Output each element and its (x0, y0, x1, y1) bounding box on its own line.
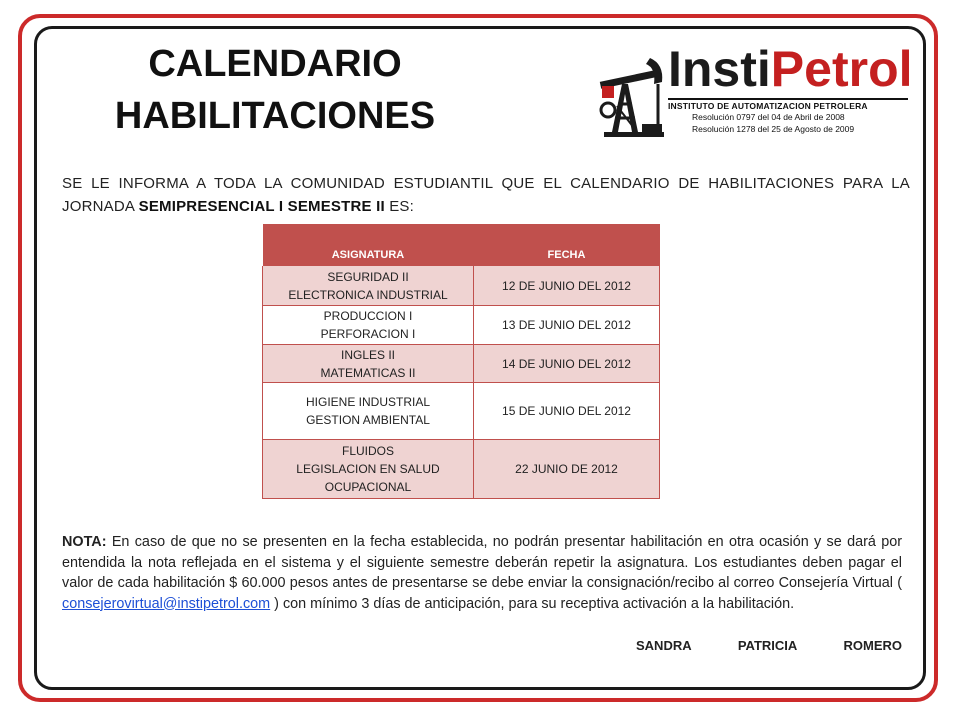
subject-cell (263, 383, 474, 440)
email-link[interactable]: consejerovirtual@instipetrol.com (62, 595, 271, 612)
signature-first-name: SANDRA (636, 638, 692, 653)
nota-text-end: ) con mínimo 3 días de anticipación, para su receptiva activación a la habilitación. (270, 595, 795, 612)
date-cell: 12 DE JUNIO DEL 2012 (474, 266, 660, 306)
signature-middle-name: PATRICIA (737, 638, 798, 653)
table-row (263, 383, 660, 440)
subject-name: PRODUCCION I (323, 309, 413, 323)
table-row (263, 266, 660, 306)
subject-name: INGLES II (340, 347, 396, 362)
logo-subtitle: INSTITUTO DE AUTOMATIZACION PETROLERA (668, 98, 908, 111)
subject-cell (263, 266, 474, 306)
date-cell: 15 DE JUNIO DEL 2012 (474, 383, 660, 440)
intro-emphasis: SEMIPRESENCIAL I SEMESTRE II (138, 198, 385, 215)
table-row (263, 440, 660, 499)
subject-name: LEGISLACION EN SALUD (296, 462, 440, 476)
title-line-1: CALENDARIO (148, 43, 402, 85)
pumpjack-icon (598, 40, 666, 140)
intro-paragraph (62, 172, 910, 218)
date-cell: 14 DE JUNIO DEL 2012 (474, 345, 660, 383)
instipetrol-logo (598, 40, 914, 140)
logo-wordmark (668, 40, 913, 98)
logo-resolution-2: Resolución 1278 del 25 de Agosto de 2009 (692, 124, 855, 134)
nota-text: En caso de que no se presenten en la fecha establecida, no podrán presentar habilitación en otra ocasión y se dará por entendida la nota reflejada en el sistema y el siguiente semestre deberán repetir la asignatura. Los estudiantes deben pagar el valor de cada habilitación $ 60.000 pesos antes de presentarse se debe enviar la consignación/recibo al correo Consejería Virtual ( (62, 534, 902, 591)
subject-name: ELECTRONICA INDUSTRIAL (288, 287, 448, 302)
signature-last-name: ROMERO (843, 638, 902, 653)
subject-cell (263, 345, 474, 383)
header-asignatura: ASIGNATURA (263, 224, 474, 266)
subject-cell (263, 306, 474, 345)
logo-wordmark-insti: Insti (668, 41, 771, 97)
subject-name: PERFORACION I (320, 327, 416, 341)
intro-text-end: ES: (384, 198, 414, 215)
subject-name: FLUIDOS (341, 444, 394, 458)
page-title (100, 38, 450, 142)
date-cell: 13 DE JUNIO DEL 2012 (474, 306, 660, 345)
table-row (263, 345, 660, 383)
subject-name: MATEMATICAS II (320, 365, 416, 380)
table-row (263, 306, 660, 345)
title-line-2: HABILITACIONES (114, 95, 436, 137)
subject-name: GESTION AMBIENTAL (306, 413, 430, 427)
subject-name: OCUPACIONAL (324, 480, 412, 494)
table-header-row (263, 224, 660, 266)
schedule-table (262, 224, 660, 499)
header-fecha: FECHA (474, 224, 660, 266)
logo-resolution-1: Resolución 0797 del 04 de Abril de 2008 (692, 112, 845, 122)
subject-cell (263, 440, 474, 499)
subject-name: SEGURIDAD II (327, 269, 409, 284)
date-cell: 22 JUNIO DE 2012 (474, 440, 660, 499)
subject-name: HIGIENE INDUSTRIAL (305, 395, 431, 409)
signature (636, 638, 902, 653)
nota-paragraph (62, 532, 902, 614)
intro-text: SE LE INFORMA A TODA LA COMUNIDAD ESTUDIANTIL QUE EL CALENDARIO DE HABILITACIONES PARA LA JORNADA (62, 175, 910, 215)
nota-label: NOTA: (62, 534, 107, 550)
logo-wordmark-petrol: Petrol (770, 41, 913, 97)
